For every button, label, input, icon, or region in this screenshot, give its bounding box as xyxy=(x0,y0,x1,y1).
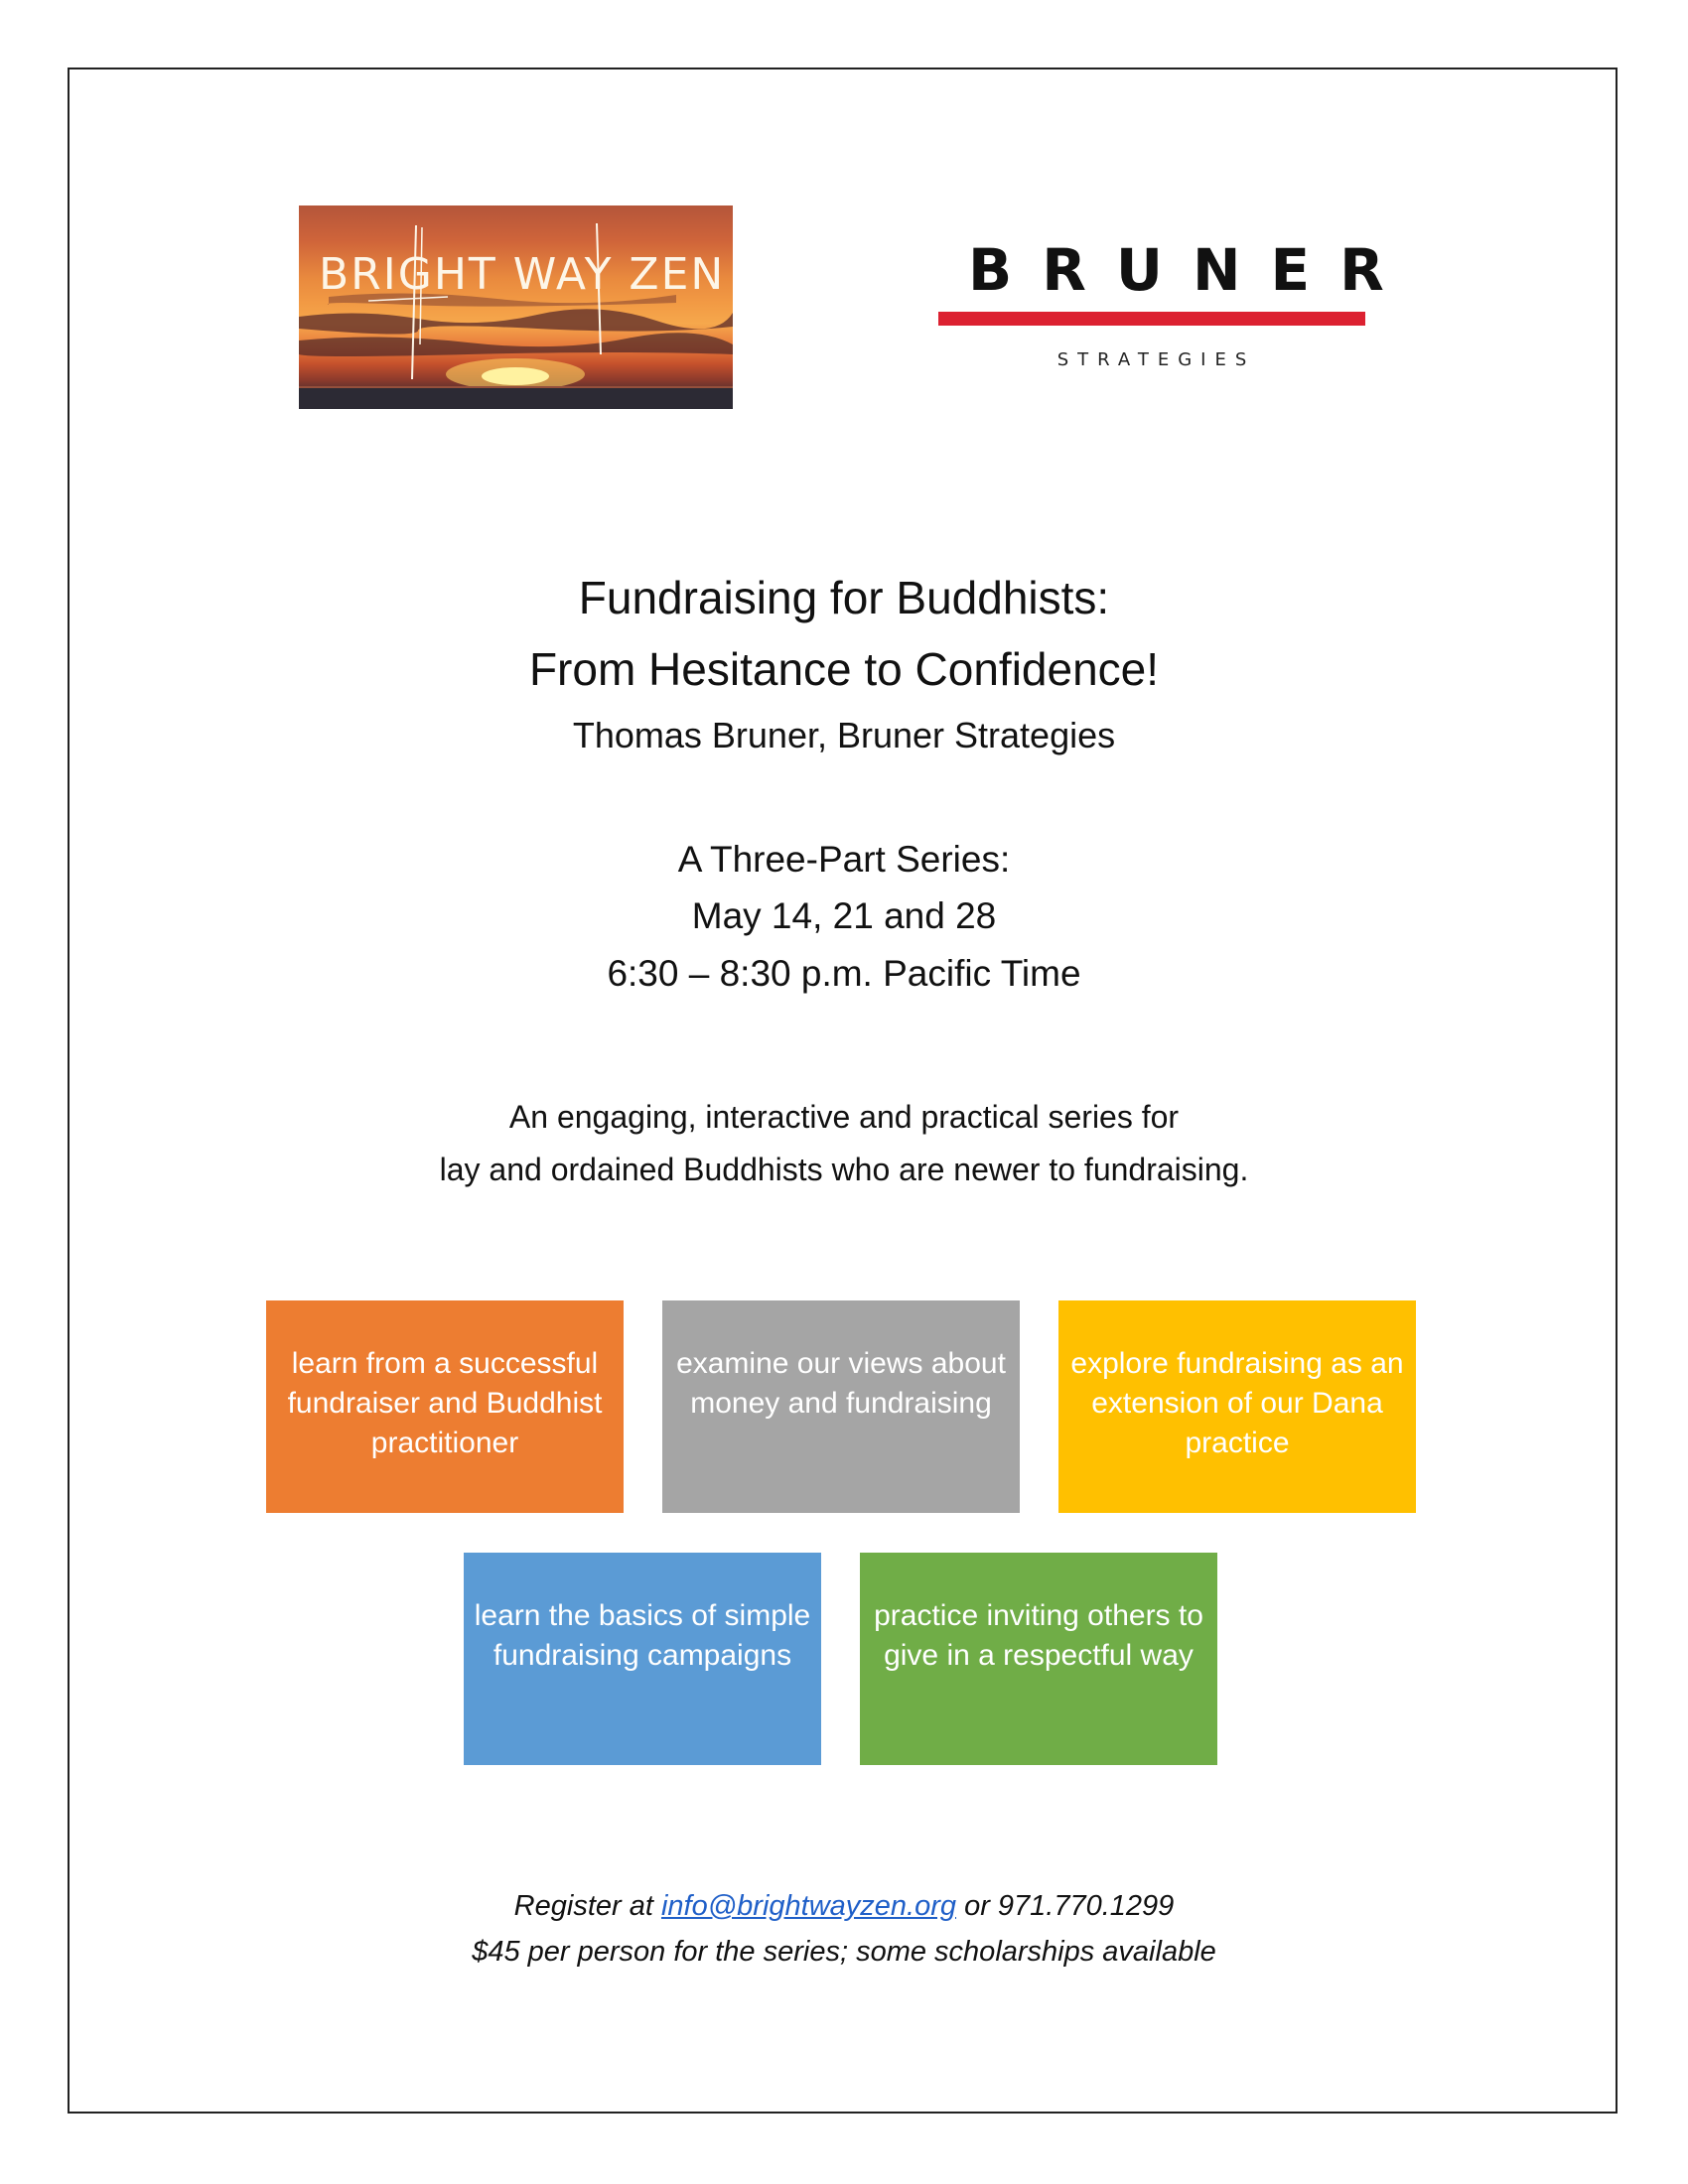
description-line-1: An engaging, interactive and practical series for xyxy=(508,1099,1180,1135)
benefit-box-explore-dana: explore fundraising as an extension of our Dana practice xyxy=(1058,1300,1416,1513)
benefit-box-examine-views: examine our views about money and fundraising xyxy=(662,1300,1020,1513)
bruner-strategies-logo xyxy=(938,236,1414,375)
series-label: A Three-Part Series: xyxy=(677,839,1011,880)
benefit-box-practice-inviting: practice inviting others to give in a respectful way xyxy=(860,1553,1217,1765)
benefit-box-learn-basics: learn the basics of simple fundraising campaigns xyxy=(464,1553,821,1765)
event-title-line-2: From Hesitance to Confidence! xyxy=(528,643,1160,695)
registration-line xyxy=(99,1890,1589,1923)
register-prefix: Register at xyxy=(513,1890,661,1922)
bright-way-zen-logo xyxy=(299,205,733,409)
description-line-2: lay and ordained Buddhists who are newer to fundraising. xyxy=(439,1152,1249,1187)
benefit-box-learn-from-fundraiser: learn from a successful fundraiser and Buddhist practitioner xyxy=(266,1300,624,1513)
event-title-line-1: Fundraising for Buddhists: xyxy=(578,572,1110,623)
series-time: 6:30 – 8:30 p.m. Pacific Time xyxy=(607,953,1081,994)
register-email-link[interactable]: info@brightwayzen.org xyxy=(660,1890,957,1922)
sunset-image xyxy=(299,205,733,409)
register-phone: or 971.770.1299 xyxy=(956,1890,1175,1922)
bright-way-zen-wordmark: BRIGHT WAY ZEN xyxy=(319,249,726,300)
series-dates: May 14, 21 and 28 xyxy=(691,895,997,936)
bruner-subtitle: STRATEGIES xyxy=(1056,349,1256,370)
price-note: $45 per person for the series; some scholarships available xyxy=(472,1936,1216,1968)
bruner-red-bar xyxy=(938,312,1365,326)
bruner-wordmark: BRUNER xyxy=(968,236,1414,304)
presenter: Thomas Bruner, Bruner Strategies xyxy=(572,715,1116,755)
